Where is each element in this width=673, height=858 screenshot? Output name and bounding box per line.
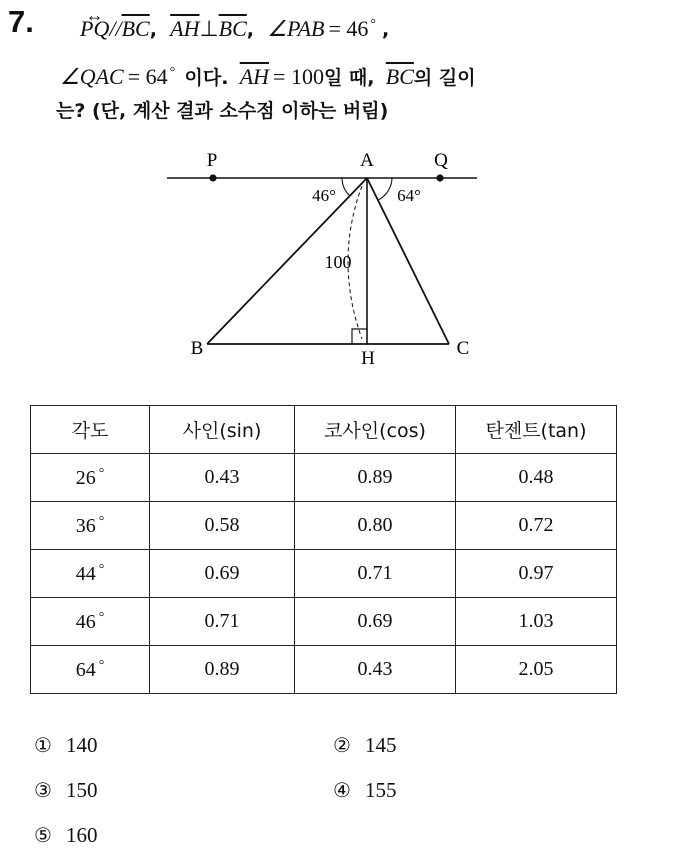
point-p <box>209 174 216 181</box>
choice-1[interactable] <box>34 733 97 758</box>
choice-mark: ② <box>333 733 351 757</box>
tan-cell: 2.05 <box>456 646 617 694</box>
label-a: A <box>360 150 374 171</box>
label-q: Q <box>434 150 448 171</box>
tan-cell: 1.03 <box>456 598 617 646</box>
label-b: B <box>190 338 204 359</box>
choice-value: 145 <box>364 733 397 757</box>
angle-value: 44 <box>75 562 96 585</box>
separator: , <box>149 19 157 41</box>
choice-5[interactable] <box>34 823 97 848</box>
ah-length: = 100 <box>273 64 324 89</box>
angle-arc-right <box>378 178 392 200</box>
angle-pab-value: = 46 <box>328 16 369 41</box>
choice-4[interactable] <box>333 778 396 803</box>
choice-mark: ③ <box>34 778 52 802</box>
angle-value: 36 <box>75 514 96 537</box>
tan-cell: 0.97 <box>456 550 617 598</box>
sin-cell: 0.58 <box>150 502 295 550</box>
table-row <box>31 646 617 694</box>
degree-symbol: ° <box>98 465 105 481</box>
parallel-symbol: // <box>109 16 122 41</box>
degree-symbol: ° <box>169 65 176 80</box>
point-q <box>436 174 443 181</box>
triangle-figure <box>150 140 490 372</box>
choice-value: 155 <box>364 778 397 802</box>
line-pq: ↔ PQ <box>80 14 109 44</box>
header-tan: 탄젠트(tan) <box>456 406 617 454</box>
header-cos: 코사인(cos) <box>295 406 456 454</box>
question-text: 의 길이 <box>413 67 476 89</box>
question-line-1 <box>80 10 389 45</box>
label-c: C <box>456 338 470 359</box>
table-row <box>31 598 617 646</box>
segment-ah: $\overline{AH}$ <box>239 64 270 89</box>
question-number: 7. <box>8 4 34 39</box>
header-sin: 사인(sin) <box>150 406 295 454</box>
table-header-row <box>31 406 617 454</box>
header-angle: 각도 <box>31 406 150 454</box>
table-row <box>31 550 617 598</box>
choice-mark: ① <box>34 733 52 757</box>
cos-cell: 0.80 <box>295 502 456 550</box>
question-text: 일 때, <box>323 67 375 89</box>
angle-value: 46 <box>75 610 96 633</box>
degree-symbol: ° <box>98 657 105 673</box>
tan-cell: 0.72 <box>456 502 617 550</box>
segment-bc: $\overline{BC}$ <box>218 16 247 41</box>
angle-arc-left <box>342 178 350 196</box>
degree-symbol: ° <box>98 561 105 577</box>
segment-ah: $\overline{AH}$ <box>170 16 200 41</box>
tan-cell: 0.48 <box>456 454 617 502</box>
angle-cell <box>31 550 150 598</box>
choice-value: 160 <box>65 823 98 847</box>
angle-label-64: 64° <box>397 186 421 205</box>
cos-cell: 0.43 <box>295 646 456 694</box>
perpendicular-symbol: ⊥ <box>199 16 219 41</box>
separator: , <box>246 19 254 41</box>
angle-pab: ∠PAB <box>267 16 325 41</box>
choice-mark: ④ <box>333 778 351 802</box>
cos-cell: 0.69 <box>295 598 456 646</box>
degree-symbol: ° <box>370 17 376 32</box>
sin-cell: 0.71 <box>150 598 295 646</box>
degree-symbol: ° <box>98 513 105 529</box>
segment-bc: $\overline{BC}$ <box>385 64 414 89</box>
cos-cell: 0.71 <box>295 550 456 598</box>
choice-2[interactable] <box>333 733 396 758</box>
question-line-3: 는? (단, 계산 결과 소수점 이하는 버림) <box>56 100 389 122</box>
sin-cell: 0.43 <box>150 454 295 502</box>
choice-value: 140 <box>65 733 98 757</box>
angle-cell <box>31 454 150 502</box>
label-h: H <box>361 348 375 369</box>
table-row <box>31 502 617 550</box>
question-text: 이다. <box>184 67 229 89</box>
angle-qac: ∠QAC <box>60 64 124 89</box>
trig-table <box>30 405 617 694</box>
angle-value: 26 <box>75 466 96 489</box>
choice-3[interactable] <box>34 778 97 803</box>
sin-cell: 0.89 <box>150 646 295 694</box>
angle-value: 64 <box>75 658 96 681</box>
angle-cell <box>31 598 150 646</box>
table-row <box>31 454 617 502</box>
separator: , <box>381 19 390 41</box>
question-line-2 <box>60 58 476 93</box>
segment-bc: $\overline{BC}$ <box>121 16 150 41</box>
angle-cell <box>31 646 150 694</box>
degree-symbol: ° <box>98 609 105 625</box>
cos-cell: 0.89 <box>295 454 456 502</box>
choice-value: 150 <box>65 778 98 802</box>
height-label-100: 100 <box>324 252 352 272</box>
sin-cell: 0.69 <box>150 550 295 598</box>
angle-cell <box>31 502 150 550</box>
angle-qac-value: = 64 <box>127 64 168 89</box>
label-p: P <box>206 150 218 171</box>
choice-mark: ⑤ <box>34 823 52 847</box>
angle-label-46: 46° <box>312 186 336 205</box>
